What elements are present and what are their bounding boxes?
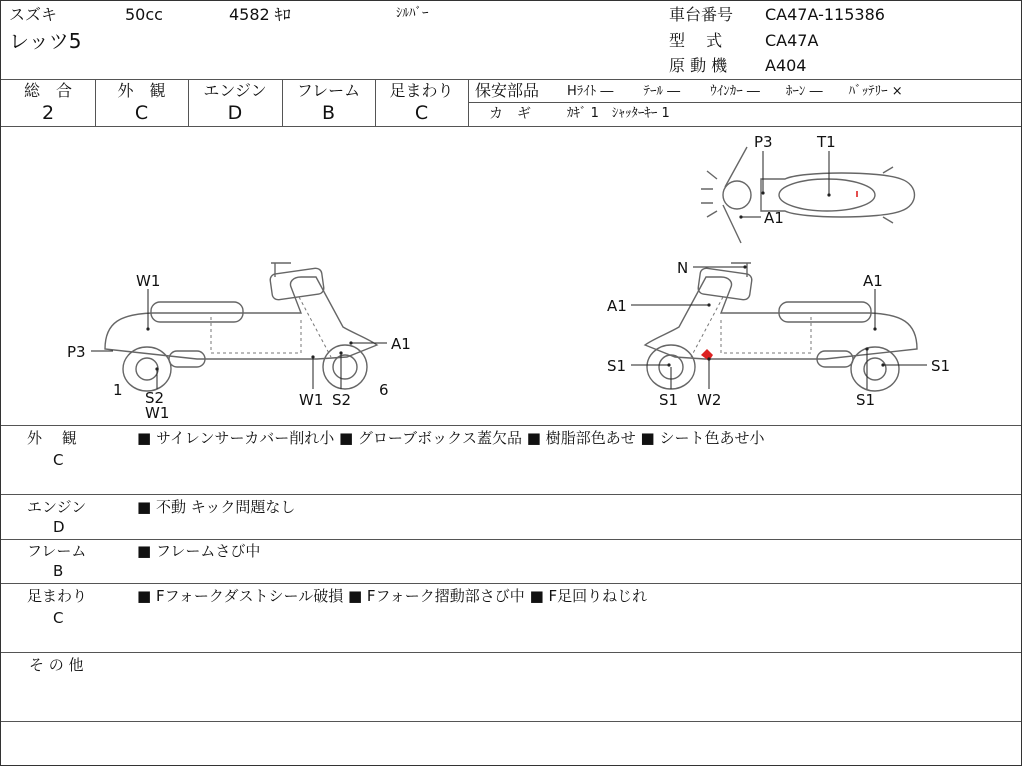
color: ｼﾙﾊﾞｰ [396,6,429,21]
safety-label: 保安部品 [475,81,540,100]
grade-frame-label: フレーム [296,81,361,100]
label-s2: S2 [145,389,165,407]
label-w1-under: W1 [145,404,170,422]
label-w2: W2 [697,391,722,409]
divider [1,539,1021,540]
maker: スズキ [9,5,58,24]
type-label: 型 式 [669,31,723,50]
divider [1,494,1021,495]
safety-items: Hﾗｲﾄ ― ﾃｰﾙ ― ｳｲﾝｶｰ ― ﾎｰﾝ ― ﾊﾞｯﾃﾘｰ × [567,84,903,99]
note-exterior-category: 外 観 [27,429,77,447]
label-n: N [677,259,689,277]
type-value: CA47A [765,31,819,50]
key-items: ｶｷﾞ 1 ｼｬｯﾀｰｷｰ 1 [567,106,670,121]
note-engine-category: エンジン [27,498,87,516]
label-s1-bottom-left: S1 [659,391,679,409]
note-exterior-grade: C [53,451,64,469]
grade-frame-value: B [321,102,336,124]
scooter-diagram [1,127,1023,425]
divider [1,721,1021,722]
key-label: カ ギ [489,106,531,122]
frame-no-label: 車台番号 [669,5,734,24]
grade-exterior-value: C [134,102,149,124]
label-1: 1 [113,381,123,399]
label-6: 6 [379,381,389,399]
label-w1-top: W1 [136,272,161,290]
engine-value: A404 [765,56,807,75]
label-a1-left: A1 [607,297,627,315]
divider [468,102,1021,103]
note-engine-text: ■ 不動 キック問題なし [137,498,296,516]
note-suspension-grade: C [53,609,64,627]
grade-suspension-value: C [414,102,429,124]
divider [1,652,1021,653]
label-top-p3: P3 [754,133,773,151]
label-s1-bottom-right: S1 [856,391,876,409]
note-other-category: そ の 他 [29,656,84,674]
note-frame-text: ■ フレームさび中 [137,542,261,560]
note-engine-grade: D [53,518,65,536]
label-s1-left: S1 [607,357,627,375]
left-labels [67,272,411,422]
top-view-labels [739,133,835,227]
divider [1,425,1021,426]
grade-engine-value: D [227,102,243,124]
grade-exterior-label: 外 観 [117,81,166,100]
engine-label: 原 動 機 [669,56,728,75]
displacement: 50cc [125,5,163,24]
note-frame-category: フレーム [27,542,87,560]
mileage: 4582 ｷﾛ [229,5,291,24]
note-suspension-text: ■ Fフォークダストシール破損 ■ Fフォーク摺動部さび中 ■ F足回りねじれ [137,587,648,605]
grade-suspension-label: 足まわり [389,81,454,100]
note-frame-grade: B [53,562,64,580]
frame-no: CA47A-115386 [765,5,885,24]
label-a1: A1 [391,335,411,353]
label-p3: P3 [67,343,86,361]
grade-overall-value: 2 [41,102,55,124]
label-top-t1: T1 [817,133,836,151]
top-view [701,147,915,243]
grade-engine-label: エンジン [203,81,267,100]
label-a1-right: A1 [863,272,883,290]
label-top-a1: A1 [764,209,784,227]
note-exterior-text: ■ サイレンサーカバー削れ小 ■ グローブボックス蓋欠品 ■ 樹脂部色あせ ■ シート色あせ小 [137,429,765,447]
divider [1,583,1021,584]
grade-overall-label: 総 合 [23,81,72,100]
model-name: レッツ5 [9,29,82,53]
label-s2-bottom: S2 [332,391,352,409]
divider [1,79,1021,80]
label-s1-right: S1 [931,357,951,375]
label-w1-bottom: W1 [299,391,324,409]
note-suspension-category: 足まわり [27,587,88,605]
